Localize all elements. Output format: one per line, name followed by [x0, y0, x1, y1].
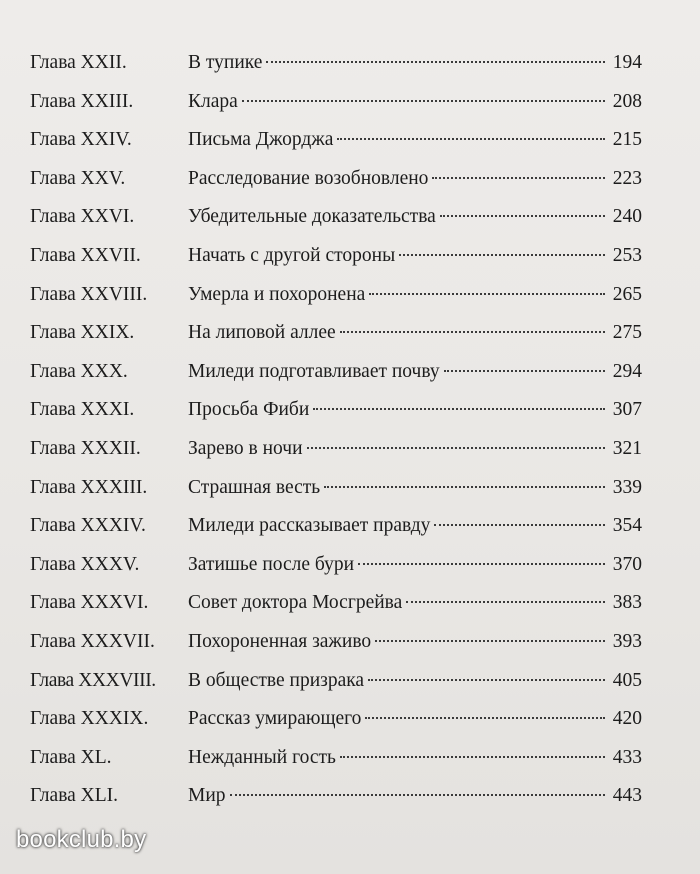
chapter-title: Начать с другой стороны: [188, 244, 396, 266]
page-number: 433: [612, 746, 642, 768]
page-number: 420: [612, 708, 642, 730]
page-number: 370: [612, 553, 642, 575]
dot-leader: [242, 100, 605, 102]
chapter-number: Глава XXXVII.: [30, 630, 155, 652]
toc-row: [30, 739, 642, 778]
chapter-title: Клара: [188, 90, 238, 112]
dot-leader: [340, 331, 605, 333]
toc-row: [30, 546, 642, 585]
page-number: 223: [612, 167, 642, 189]
page-number: 253: [612, 244, 642, 266]
chapter-title: На липовой аллее: [188, 322, 336, 344]
toc-row: [30, 391, 642, 430]
table-of-contents: [30, 44, 642, 816]
page-number: 321: [612, 437, 642, 459]
chapter-number: Глава XXIII.: [30, 90, 134, 112]
page-number: 383: [612, 592, 642, 614]
chapter-number: Глава XXXII.: [30, 437, 141, 459]
toc-row: [30, 777, 642, 816]
dot-leader: [266, 61, 604, 63]
dot-leader: [307, 447, 605, 449]
chapter-number: Глава XXVIII.: [30, 283, 148, 305]
chapter-title: Миледи подготавливает почву: [188, 360, 440, 382]
toc-row: [30, 623, 642, 662]
page-number: 294: [612, 360, 642, 382]
page-number: 307: [612, 399, 642, 421]
chapter-number: Глава XXIV.: [30, 129, 132, 151]
dot-leader: [375, 640, 605, 642]
dot-leader: [440, 215, 605, 217]
toc-row: [30, 507, 642, 546]
dot-leader: [313, 408, 604, 410]
chapter-number: Глава XXXI.: [30, 399, 135, 421]
toc-row: [30, 276, 642, 315]
toc-row: [30, 430, 642, 469]
page-number: 215: [612, 129, 642, 151]
chapter-number: Глава XXXV.: [30, 553, 140, 575]
toc-row: [30, 314, 642, 353]
dot-leader: [340, 756, 605, 758]
dot-leader: [399, 254, 605, 256]
page-number: 405: [612, 669, 642, 691]
chapter-number: Глава XXIX.: [30, 322, 135, 344]
chapter-number: Глава XXXIX.: [30, 708, 149, 730]
chapter-title: Страшная весть: [188, 476, 321, 498]
dot-leader: [337, 138, 604, 140]
dot-leader: [434, 524, 604, 526]
toc-row: [30, 237, 642, 276]
page-number: 393: [612, 630, 642, 652]
chapter-title: Нежданный гость: [188, 746, 336, 768]
dot-leader: [368, 679, 605, 681]
chapter-title: Совет доктора Мосгрейва: [188, 592, 403, 614]
page-number: 275: [612, 322, 642, 344]
chapter-number: Глава XXVII.: [30, 244, 141, 266]
page-number: 240: [612, 206, 642, 228]
page-number: 208: [612, 90, 642, 112]
page-number: 194: [612, 52, 642, 73]
chapter-number: Глава XXVI.: [30, 206, 135, 228]
dot-leader: [358, 563, 605, 565]
chapter-title: Просьба Фиби: [188, 399, 310, 421]
toc-row: [30, 353, 642, 392]
toc-row: [30, 160, 642, 199]
chapter-number: Глава XXV.: [30, 167, 126, 189]
chapter-number: Глава XXXIV.: [30, 515, 146, 537]
chapter-number: Глава XXXIII.: [30, 476, 148, 498]
toc-row: [30, 584, 642, 623]
chapter-title: В обществе призрака: [188, 669, 365, 691]
page-number: 339: [612, 476, 642, 498]
toc-row: [30, 83, 642, 122]
toc-row: [30, 700, 642, 739]
chapter-title: Письма Джорджа: [188, 129, 334, 151]
chapter-number: Глава XXXVIII.: [30, 669, 156, 691]
dot-leader: [324, 486, 605, 488]
page-number: 354: [612, 515, 642, 537]
chapter-title: Расследование возобновлено: [188, 167, 429, 189]
chapter-title: Похороненная заживо: [188, 630, 372, 652]
chapter-title: В тупике: [188, 52, 263, 73]
toc-row: [30, 44, 642, 83]
toc-row: [30, 469, 642, 508]
chapter-number: Глава XL.: [30, 746, 112, 768]
chapter-title: Умерла и похоронена: [188, 283, 366, 305]
chapter-title: Зарево в ночи: [188, 437, 303, 459]
chapter-number: Глава XXII.: [30, 52, 127, 73]
chapter-title: Убедительные доказательства: [188, 206, 436, 228]
page-number: 443: [612, 785, 642, 807]
toc-row: [30, 198, 642, 237]
dot-leader: [406, 601, 604, 603]
dot-leader: [444, 370, 605, 372]
chapter-number: Глава XXXVI.: [30, 592, 149, 614]
page-number: 265: [612, 283, 642, 305]
dot-leader: [369, 293, 604, 295]
chapter-title: Миледи рассказывает правду: [188, 515, 431, 537]
dot-leader: [230, 794, 605, 796]
chapter-title: Затишье после бури: [188, 553, 355, 575]
site-watermark: bookclub.by: [16, 826, 147, 853]
chapter-title: Рассказ умирающего: [188, 708, 362, 730]
toc-row: [30, 662, 642, 701]
chapter-number: Глава XXX.: [30, 360, 128, 382]
chapter-title: Мир: [188, 785, 226, 807]
chapter-number: Глава XLI.: [30, 785, 119, 807]
dot-leader: [365, 717, 604, 719]
toc-row: [30, 121, 642, 160]
dot-leader: [432, 177, 604, 179]
